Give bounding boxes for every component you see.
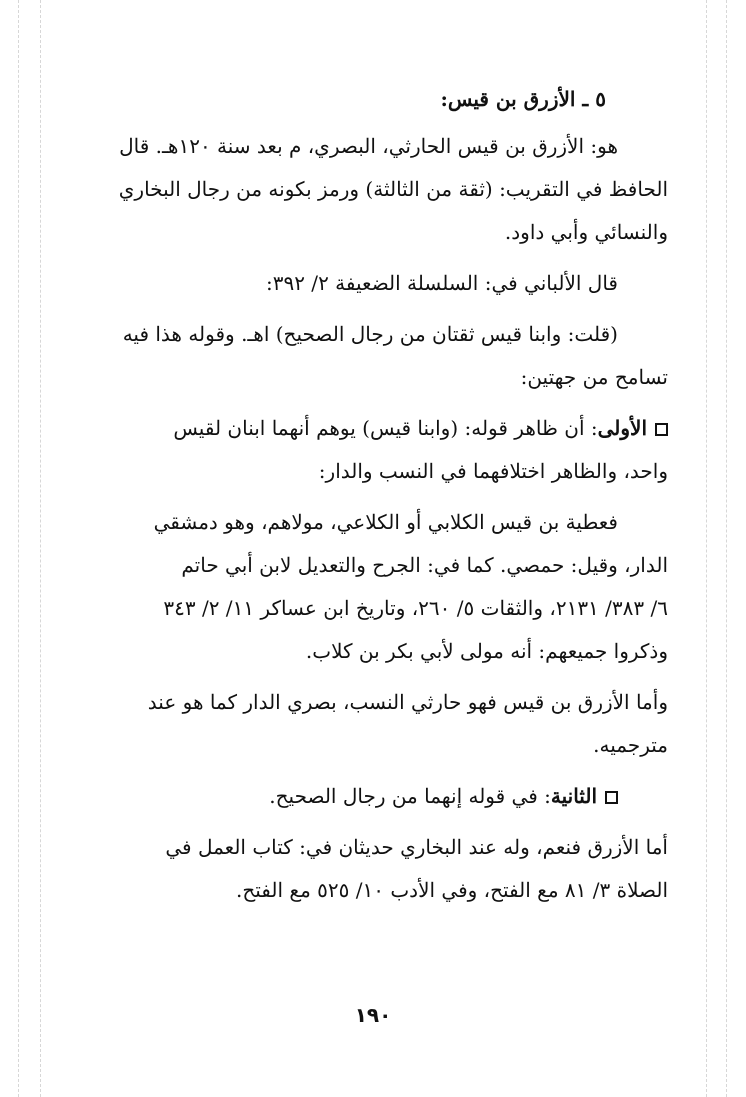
text-line: قال الألباني في: السلسلة الضعيفة ٢/ ٣٩٢: [265,271,618,295]
page-number: ١٩٠ [354,1003,392,1027]
text-line: الصلاة ٣/ ٨١ مع الفتح، وفي الأدب ١٠/ ٥٢٥ مع الفتح. [236,878,668,902]
point-label: الثانية [550,784,597,808]
text-line: الحافظ في التقريب: (ثقة من الثالثة) ورمز بكونه من رجال البخاري [118,177,668,201]
paragraph-biography [58,125,668,254]
document-page [58,78,668,920]
text-line: واحد، والظاهر اختلافهما في النسب والدار: [318,459,668,483]
text-line: أما الأزرق فنعم، وله عند البخاري حديثان في: كتاب العمل في [165,835,668,859]
text-line: وأما الأزرق بن قيس فهو حارثي النسب، بصري الدار كما هو عند [147,690,668,714]
paragraph-azraq [58,681,668,767]
paragraph-bukhari [58,826,668,912]
text-line: الدار، وقيل: حمصي. كما في: الجرح والتعديل لابن أبي حاتم [181,553,668,577]
point-text: : في قوله إنهما من رجال الصحيح. [269,784,551,808]
checkbox-bullet-icon [605,791,618,804]
text-line: تسامح من جهتين: [520,365,668,389]
text-line: ٦/ ٣٨٣/ ٢١٣١، والثقات ٥/ ٢٦٠، وتاريخ ابن عساكر ١١/ ٢/ ٣٤٣ [163,596,668,620]
checkbox-bullet-icon [655,423,668,436]
paragraph-albani-citation [58,262,668,305]
point-text: : أن ظاهر قوله: (وابنا قيس) يوهم أنهما ابنان لقيس [173,416,598,440]
text-line: والنسائي وأبي داود. [504,220,668,244]
paragraph-first-point [58,407,668,493]
text-line: وذكروا جميعهم: أنه مولى لأبي بكر بن كلاب. [305,639,668,663]
text-line [58,407,668,450]
text-line: فعطية بن قيس الكلابي أو الكلاعي، مولاهم، وهو دمشقي [153,510,618,534]
paragraph-quote [58,313,668,399]
text-line: مترجميه. [593,733,668,757]
text-line: هو: الأزرق بن قيس الحارثي، البصري، م بعد سنة ١٢٠هـ. قال [119,134,618,158]
paragraph-atiyya [58,501,668,673]
scan-guide-line [706,0,707,1097]
text-line [58,775,668,818]
scan-guide-line [726,0,727,1097]
point-label: الأولى [597,416,647,440]
text-line: (قلت: وابنا قيس ثقتان من رجال الصحيح) اهـ. وقوله هذا فيه [122,322,618,346]
entry-heading: ٥ ـ الأزرق بن قيس: [440,87,606,111]
scan-guide-line [40,0,41,1097]
paragraph-second-point [58,775,668,818]
scan-guide-line [18,0,19,1097]
